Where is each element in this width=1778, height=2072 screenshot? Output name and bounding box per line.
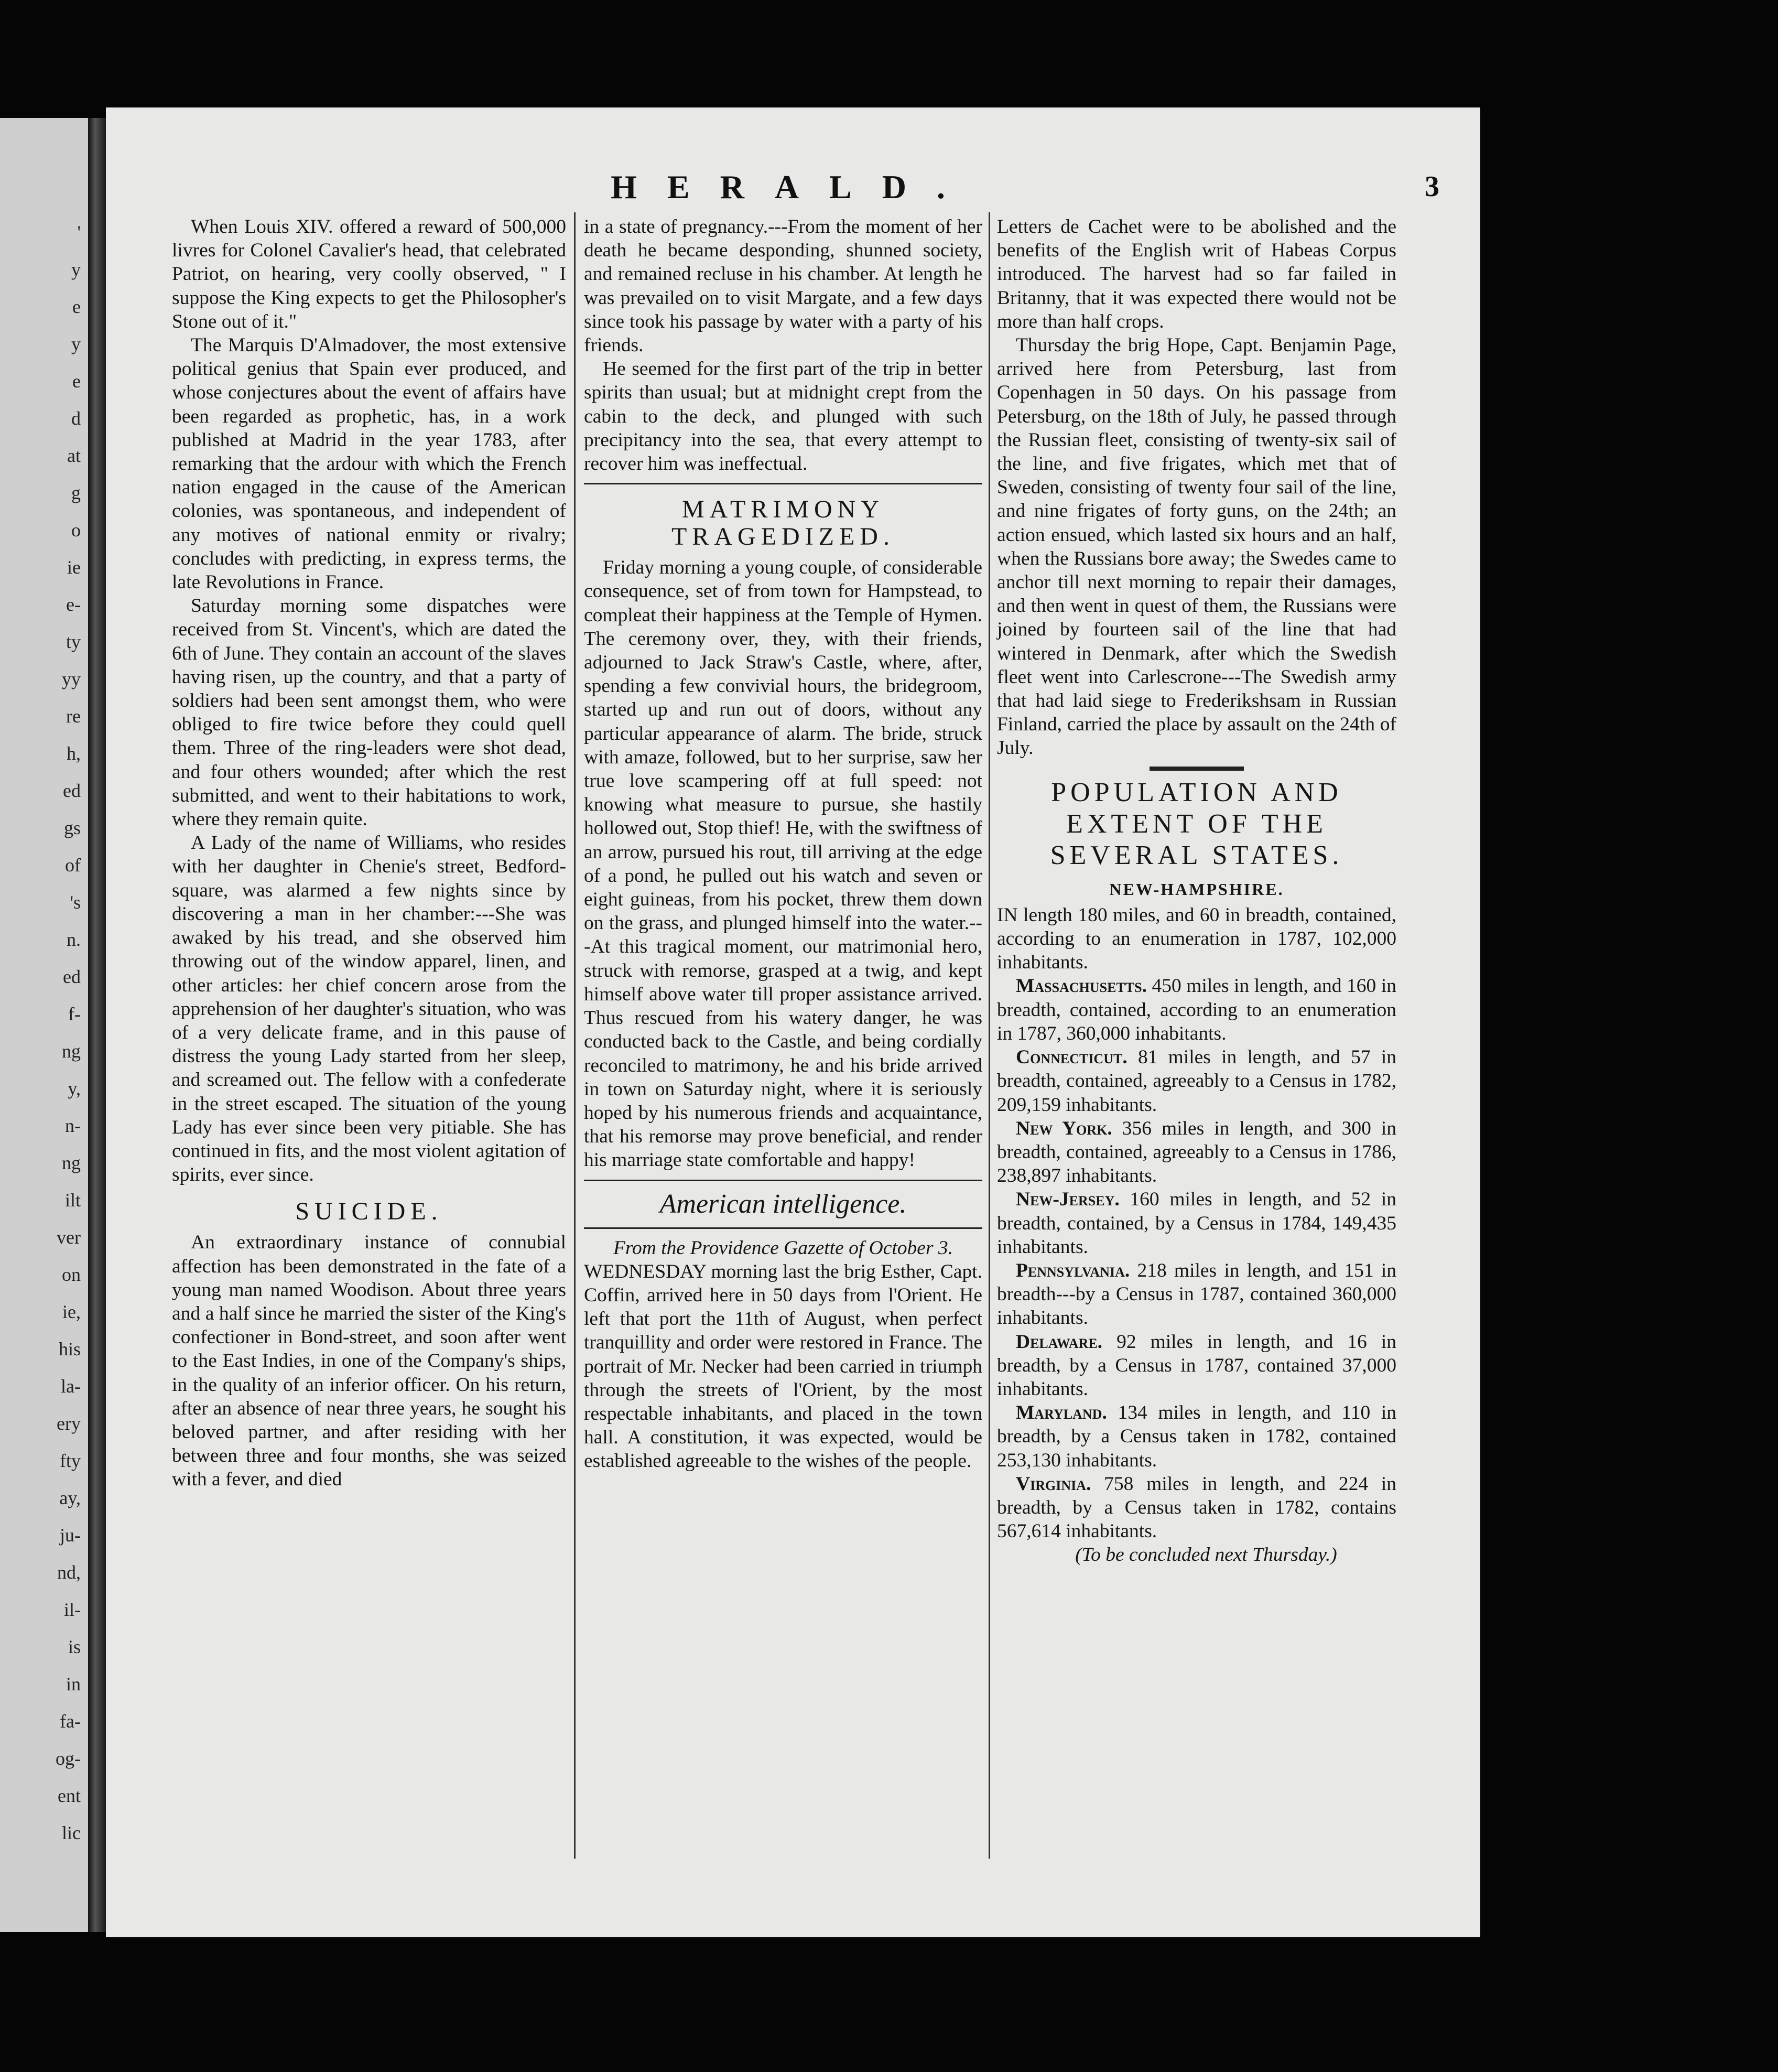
article-paragraph: The Marquis D'Almadover, the most extensive political genius that Spain ever produced, and whose conjectures about the event of affairs have been regarded as prophetic, has, in a work published at Madrid in the year 1783, after remarking that the ardour with which the French nation engaged in the cause of the American colonies, was spontaneous, and independent of any motives of national enmity or rivalry; concludes with predicting, in express terms, the late Revolutions in France.: [172, 334, 566, 593]
article-paragraph: Thursday the brig Hope, Capt. Benjamin Page, arrived here from Petersburg, last from Copenhagen in 50 days. On his passage from Petersburg, on the 18th of July, he passed through the Russian fleet, consisting of twenty-six sail of the line, and five frigates, which met that of Sweden, consisting of twenty four sail of the line, and nine frigates of forty guns, on the 24th; an action ensued, which lasted six hours and an half, when the Russians bore away; the Swedes came to anchor till next morning to repair their damages, and then went in quest of them, the Russians were joined by fourteen sail of the line that had wintered in Denmark, after which the Swedish fleet went into Carlescrone---The Swedish army that had laid siege to Frederikshsam in Russian Finland, carried the place by assault on the 24th of July.: [997, 334, 1396, 759]
state-text: 758 miles in length, and 224 in breadth, by a Census taken in 1782, contains 567,614 inhabitants.: [997, 1473, 1396, 1542]
left-page-fragment: on: [62, 1264, 81, 1285]
section-rule: [584, 1180, 982, 1181]
left-page-fragment: ed: [63, 966, 81, 987]
left-page-fragment: e-: [66, 594, 81, 615]
left-page-fragment: gs: [63, 817, 81, 838]
state-name: Pennsylvania.: [1016, 1259, 1130, 1281]
article-paragraph: in a state of pregnancy.---From the moment of her death he became desponding, shunned society, and remained recluse in his chamber. At length he was prevailed on to visit Margate, and a few days since took his passage by water with a party of his friends.: [584, 216, 982, 357]
column-divider: [574, 212, 576, 1859]
section-heading-matrimony: MATRIMONY TRAGEDIZED.: [671, 495, 895, 551]
left-page-fragment: ay,: [59, 1487, 81, 1508]
left-page-fragment: g: [71, 482, 81, 503]
state-text: 81 miles in length, and 57 in breadth, contained, agreeably to a Census in 1782, 209,159 inhabitants.: [997, 1046, 1397, 1116]
state-name: Connecticut.: [1016, 1046, 1127, 1069]
state-entry: [997, 1401, 1396, 1472]
left-page-fragment: ng: [62, 1041, 81, 1062]
left-page-fragment: h,: [67, 743, 81, 764]
section-rule: [584, 483, 982, 484]
left-page-fragment: e: [72, 371, 81, 392]
left-page-fragment: nd,: [57, 1562, 81, 1583]
left-page-fragment: y: [71, 259, 81, 280]
article-paragraph: An extraordinary instance of connubial affection has been demonstrated in the fate of a young man named Woodison. About three years and a half since he married the sister of the King's confectioner in Bond-street, and soon after went to the East Indies, in one of the Company's ships, in the quality of an inferior officer. On his return, after an absence of near three years, he sought his beloved partner, and after residing with her between three and four months, she was seized with a fever, and died: [172, 1232, 566, 1491]
state-name: New-Jersey.: [1016, 1189, 1120, 1211]
left-page-fragment: ju-: [60, 1525, 81, 1546]
state-text: 218 miles in length, and 151 in breadth---by a Census in 1787, contained 360,000 inhabitants.: [997, 1259, 1396, 1329]
left-page-fragment: ver: [57, 1227, 81, 1248]
left-page-fragment: ty: [66, 631, 81, 652]
left-page-fragment: ie,: [62, 1301, 81, 1322]
left-page-fragment: fa-: [60, 1711, 81, 1732]
left-page-fragment: n.: [67, 929, 81, 950]
left-page-fragment: f-: [68, 1003, 81, 1024]
article-paragraph: Friday morning a young couple, of considerable consequence, set of from town for Hampstead, to compleat their happiness at the Temple of Hymen. The ceremony over, they, with their friends, adjourned to Jack Straw's Castle, where, after, spending a few convivial hours, the bridegroom, started up and run out of doors, without any particular appearance of alarm. The bride, struck with amaze, followed, but to her surprise, saw her true love scampering off at full speed: not knowing what measure to pursue, she hastily hollowed out, Stop thief! He, with the swiftness of an arrow, pursued his rout, till arriving at the edge of a pond, he pulled out his watch and seven or eight guineas, from his pocket, threw them down on the grass, and plunged himself into the water.---At this tragical moment, our matrimonial hero, struck with remorse, grasped at a twig, and kept himself above water till proper assistance arrived. Thus rescued from his watery danger, he was conducted back to the Castle, and being cordially reconciled to matrimony, he and his bride arrived in town on Saturday night, where it is seriously hoped by his numerous friends and acquaintance, that his remorse may prove beneficial, and render his marriage state comfortable and happy!: [584, 557, 982, 1171]
state-entry: [997, 1330, 1396, 1401]
article-paragraph: Saturday morning some dispatches were received from St. Vincent's, which are dated the 6th of June. They contain an account of the slaves having risen, up the country, and that a party of soldiers had been sent amongst them, who were obliged to fire twice before they could quell them. Three of the ring-leaders were shot dead, and four others wounded; after which the rest submitted, and went to their habitations to work, where they remain quite.: [172, 595, 566, 830]
left-page-fragment: of: [65, 855, 81, 876]
column-2: [584, 215, 982, 1473]
left-page-fragment: is: [68, 1636, 81, 1657]
left-page-fragment: ed: [63, 780, 81, 801]
article-paragraph: IN length 180 miles, and 60 in breadth, contained, according to an enumeration in 1787, 102,000 inhabitants.: [997, 904, 1396, 974]
state-name: Massachusetts.: [1016, 975, 1147, 997]
state-name: Maryland.: [1016, 1402, 1107, 1424]
left-page-fragment: his: [58, 1339, 81, 1359]
state-text: 92 miles in length, and 16 in breadth, by a Census in 1787, contained 37,000 inhabitants.: [997, 1331, 1396, 1400]
state-entry: [997, 1188, 1396, 1259]
column-3: [997, 215, 1396, 1567]
left-page-fragment: fty: [60, 1450, 81, 1471]
left-page-fragment: o: [71, 520, 81, 541]
state-entry: [997, 1472, 1396, 1544]
state-text: 450 miles in length, and 160 in breadth, contained, according to an enumeration in 1787, 360,000 inhabitants.: [997, 975, 1396, 1044]
state-entry: [997, 1259, 1396, 1330]
left-page-fragment: ent: [58, 1785, 81, 1806]
left-page-fragment: in: [66, 1674, 81, 1695]
left-page-fragment: y,: [68, 1078, 81, 1099]
left-page-fragment: e: [72, 296, 81, 317]
masthead-title: HERALD.: [611, 168, 975, 206]
dateline: From the Providence Gazette of October 3.: [613, 1237, 953, 1259]
left-page-fragment: la-: [61, 1376, 81, 1397]
left-page-fragment: lic: [62, 1822, 81, 1843]
state-entry: [997, 1045, 1396, 1117]
section-heading-american: American intelligence.: [659, 1189, 907, 1219]
section-heading-population: POPULATION AND EXTENT OF THE SEVERAL STATES.: [1050, 777, 1343, 870]
continuation-note: (To be concluded next Thursday.): [1075, 1544, 1337, 1566]
state-text: 356 miles in length, and 300 in breadth, contained, agreeably to a Census in 1786, 238,897 inhabitants.: [997, 1117, 1397, 1187]
state-text: 134 miles in length, and 110 in breadth, by a Census taken in 1782, contained 253,130 inhabitants.: [997, 1402, 1396, 1471]
left-page-fragment: ery: [57, 1413, 81, 1434]
left-page-fragment: ilt: [64, 1190, 81, 1211]
state-name: New York.: [1016, 1117, 1112, 1139]
state-list: [997, 974, 1396, 1543]
article-paragraph: WEDNESDAY morning last the brig Esther, Capt. Coffin, arrived here in 50 days from l'Orient. He left that port the 11th of August, when perfect tranquillity and order were restored in France. The portrait of Mr. Necker had been carried in triumph through the streets of l'Orient, by the most respectable inhabitants, and placed in the town hall. A constitution, it was expected, would be established agreeable to the wishes of the people.: [584, 1260, 982, 1472]
left-page-fragment: il-: [64, 1599, 81, 1620]
column-1: [172, 215, 566, 1492]
article-paragraph: When Louis XIV. offered a reward of 500,000 livres for Colonel Cavalier's head, that celebrated Patriot, on hearing, very coolly observed, " I suppose the King expects to get the Philosopher's Stone out of it.": [172, 216, 566, 332]
book-gutter: [88, 118, 106, 1932]
state-text: 160 miles in length, and 52 in breadth, contained, by a Census in 1784, 149,435 inhabitants.: [997, 1189, 1396, 1258]
left-page-fragment: ng: [62, 1152, 81, 1173]
page-header: [106, 168, 1480, 215]
state-entry: [997, 1117, 1396, 1188]
page-number: 3: [1425, 170, 1439, 203]
left-page-fragment: 's: [70, 892, 81, 913]
left-page-fragment: ': [77, 222, 81, 243]
state-name: Virginia.: [1016, 1473, 1091, 1495]
state-name: Delaware.: [1016, 1331, 1103, 1353]
column-divider: [989, 212, 990, 1859]
section-heading-suicide: SUICIDE.: [295, 1197, 443, 1226]
left-page-fragment: re: [66, 706, 81, 727]
left-page-fragment: y: [71, 333, 81, 354]
left-page-fragment: og-: [56, 1748, 81, 1769]
state-entry: [997, 974, 1396, 1045]
article-paragraph: A Lady of the name of Williams, who resides with her daughter in Chenie's street, Bedford-square, was alarmed a few nights since by discovering a man in her chamber:---She was awaked by his tread, and she observed him throwing out of the window apparel, linen, and other articles: her chief concern arose from the apprehension of her daughter's situation, who was of a very delicate frame, and in this pause of distress the young Lady started from her sleep, and screamed out. The fellow with a confederate in the street escaped. The situation of the young Lady has ever since been very pitiable. She has continued in fits, and the most violent agitation of spirits, ever since.: [172, 832, 566, 1186]
state-heading: NEW-HAMPSHIRE.: [1109, 879, 1284, 899]
left-page-fragment: ie: [67, 557, 81, 578]
newspaper-page: [106, 107, 1480, 1937]
article-paragraph: He seemed for the first part of the trip in better spirits than usual; but at midnight crept from the cabin to the deck, and plunged with such precipitancy into the sea, that every attempt to recover him was ineffectual.: [584, 358, 982, 475]
left-page-fragment: yy: [62, 668, 81, 689]
article-paragraph: Letters de Cachet were to be abolished and the benefits of the English writ of Habeas Corpus introduced. The harvest had so far failed in Britanny, that it was expected there would not be more than half crops.: [997, 216, 1396, 332]
left-page-fragment: n-: [65, 1115, 81, 1136]
section-rule: [584, 1227, 982, 1229]
left-page-edge: [0, 118, 88, 1932]
section-rule: [1150, 767, 1244, 771]
left-page-fragment: d: [71, 408, 81, 429]
left-page-fragment: at: [67, 445, 81, 466]
